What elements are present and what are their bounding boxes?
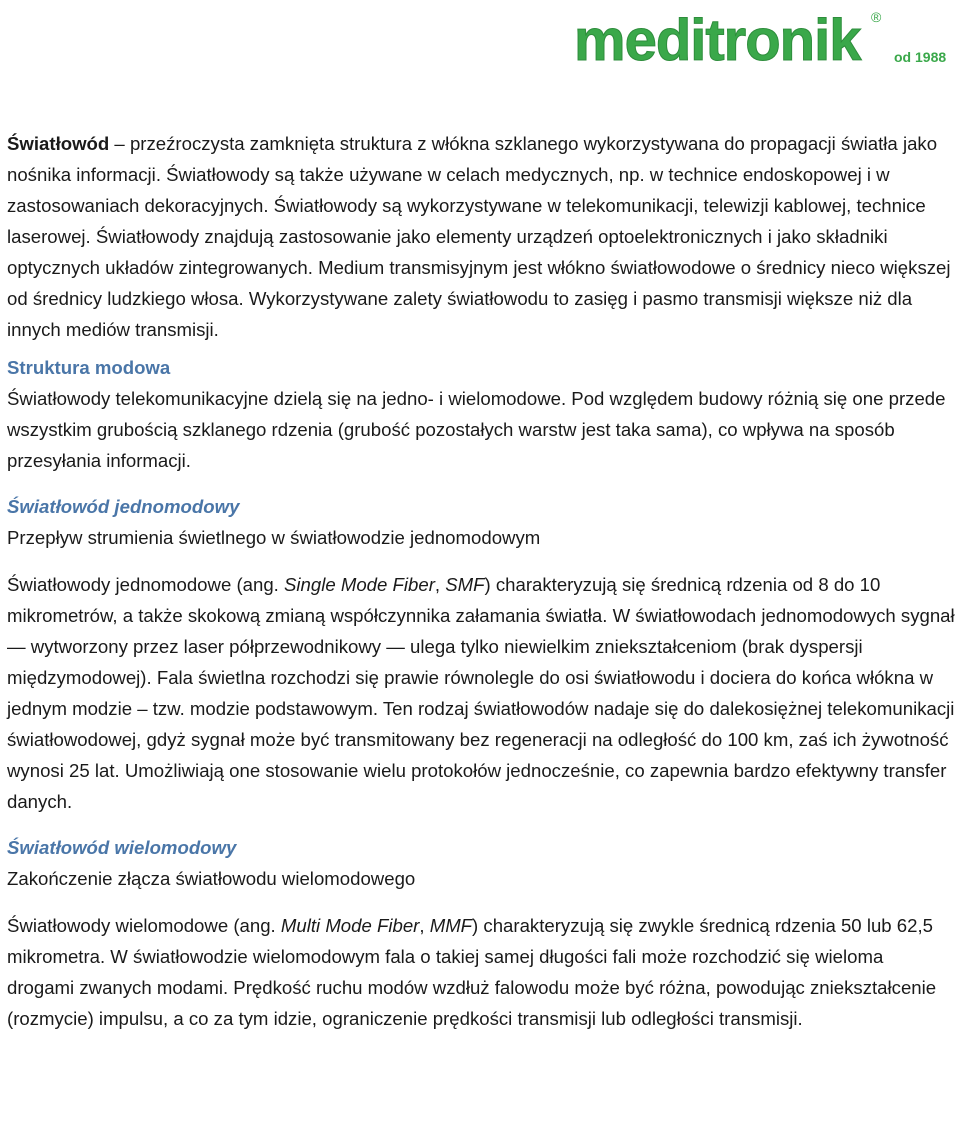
modes-paragraph: Światłowody telekomunikacyjne dzielą się na jedno- i wielomodowe. Pod względem budowy różnią się one przede wszystkim grubością szklanego rdzenia (grubość pozostałych warstw jest taka sama), co wpływa na sposób przesyłania informacji.	[7, 388, 946, 471]
multi-mode-caption: Zakończenie złącza światłowodu wielomodowego	[7, 868, 416, 889]
single-mode-term: Single Mode Fiber	[284, 574, 435, 595]
multi-mode-text-a: Światłowody wielomodowe (ang.	[7, 915, 281, 936]
multi-mode-abbr: MMF	[429, 915, 473, 936]
single-mode-caption: Przepływ strumienia świetlnego w światłowodzie jednomodowym	[7, 527, 541, 548]
section-heading-single-mode: Światłowód jednomodowy	[7, 496, 240, 517]
intro-paragraph	[7, 128, 955, 345]
multi-mode-text-b: ) charakteryzują się zwykle średnicą rdzenia 50 lub 62,5 mikrometra. W światłowodzie wielomodowym fala o takiej samej długości fali może rozchodzić się wieloma drogami zwanych modami. Prędkość ruchu modów wzdłuż falowodu może być różna, powodując zniekształcenie (rozmycie) impulsu, a co za tym idzie, ograniczenie prędkości transmisji lub odległości transmisji.	[7, 915, 937, 1029]
logo-registered-mark: ®	[871, 9, 882, 25]
multi-mode-term: Multi Mode Fiber	[280, 915, 420, 936]
meditronik-logo	[572, 6, 956, 68]
article-body	[7, 128, 955, 1034]
intro-term: Światłowód	[7, 133, 110, 154]
single-mode-abbr: SMF	[445, 574, 485, 595]
multi-mode-sep: ,	[419, 915, 430, 936]
single-mode-text-a: Światłowody jednomodowe (ang.	[7, 574, 284, 595]
logo-tagline: od 1988	[894, 49, 947, 65]
section-heading-multi-mode: Światłowód wielomodowy	[7, 837, 237, 858]
multi-mode-paragraph	[7, 910, 955, 1034]
single-mode-text-b: ) charakteryzują się średnicą rdzenia od 8 do 10 mikrometrów, a także skokową zmianą współczynnika załamania światła. W światłowodach jednomodowych sygnał — wytworzony przez laser półprzewodnikowy — ulega tylko niewielkim zniekształceniom (brak dyspersji międzymodowej). Fala świetlna rozchodzi się prawie równolegle do osi światłowodu i dociera do końca włókna w jednym modzie – tzw. modzie podstawowym. Ten rodzaj światłowodów nadaje się do dalekosiężnej telekomunikacji światłowodowej, gdyż sygnał może być transmitowany bez regeneracji na odległość do 100 km, zaś ich żywotność wynosi 25 lat. Umożliwiają one stosowanie wielu protokołów jednocześnie, co zapewnia bardzo efektywny transfer danych.	[7, 574, 955, 812]
intro-text: – przeźroczysta zamknięta struktura z włókna szklanego wykorzystywana do propagacji światła jako nośnika informacji. Światłowody są także używane w celach medycznych, np. w technice endoskopowej i w zastosowaniach dekoracyjnych. Światłowody są wykorzystywane w telekomunikacji, telewizji kablowej, technice laserowej. Światłowody znajdują zastosowanie jako elementy urządzeń optoelektronicznych i jako składniki optycznych układów zintegrowanych. Medium transmisyjnym jest włókno światłowodowe o średnicy nieco większej od średnicy ludzkiego włosa. Wykorzystywane zalety światłowodu to zasięg i pasmo transmisji większe niż dla innych mediów transmisji.	[7, 133, 951, 340]
single-mode-paragraph	[7, 569, 955, 817]
section-heading-modes: Struktura modowa	[7, 357, 171, 378]
logo-wordmark: meditronik	[574, 8, 861, 68]
single-mode-sep: ,	[434, 574, 446, 595]
